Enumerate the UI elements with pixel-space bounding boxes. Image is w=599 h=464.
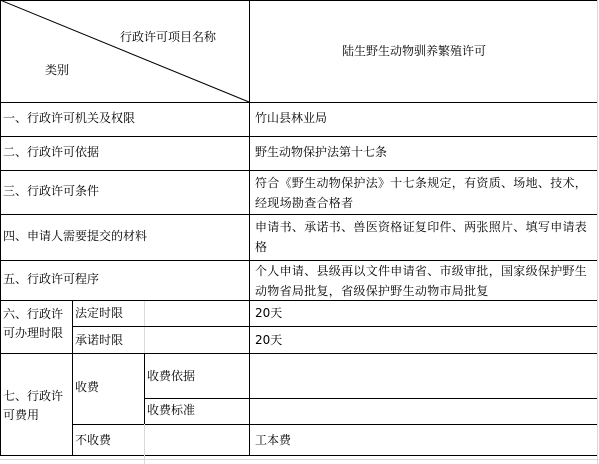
table-border <box>0 136 597 137</box>
free-label: 不收费 <box>75 433 112 447</box>
table-border <box>72 424 597 425</box>
free-value: 工本费 <box>255 433 292 447</box>
table-border <box>0 214 597 215</box>
legal-limit-label: 法定时限 <box>75 306 124 320</box>
table-border <box>72 300 73 456</box>
time-limit-group-label: 六、行政许可办理时限 <box>3 307 64 340</box>
category-label: 类别 <box>45 63 70 77</box>
header-diagonal <box>0 0 250 103</box>
table-border <box>144 398 597 399</box>
row-value: 竹山县林业局 <box>255 111 328 125</box>
gridline <box>144 424 145 464</box>
row-value: 符合《野生动物保护法》十七条规定，有资质、场地、技术，经现场勘查合格者 <box>255 176 588 210</box>
charge-label: 收费 <box>75 380 100 394</box>
permit-name: 陆生野生动物驯养繁殖许可 <box>342 44 487 58</box>
row-value: 野生动物保护法第十七条 <box>255 145 388 159</box>
fee-standard-label: 收费标准 <box>147 403 196 417</box>
promised-limit-value: 20天 <box>255 333 283 347</box>
row-label: 四、申请人需要提交的材料 <box>3 229 148 243</box>
table-border <box>0 455 597 456</box>
row-label: 二、行政许可依据 <box>3 145 100 159</box>
row-value: 个人申请、县级再以文件申请省、市级审批，国家级保护野生动物省局批复，省级保护野生动物市局批复 <box>255 264 588 298</box>
row-label: 三、行政许可条件 <box>3 184 100 198</box>
table-border <box>0 353 597 354</box>
promised-limit-label: 承诺时限 <box>75 333 124 347</box>
table-border <box>0 170 597 171</box>
table-border <box>144 353 145 424</box>
legal-limit-value: 20天 <box>255 306 283 320</box>
gridline <box>0 459 599 460</box>
fee-basis-label: 收费依据 <box>147 369 196 383</box>
row-value: 申请书、承诺书、兽医资格证复印件、两张照片、填写申请表格 <box>255 220 588 254</box>
gridline <box>597 0 598 464</box>
item-name-label: 行政许可项目名称 <box>120 30 217 44</box>
row-label: 一、行政许可机关及权限 <box>3 111 136 125</box>
fees-group-label: 七、行政许可费用 <box>3 389 64 422</box>
row-label: 五、行政许可程序 <box>3 272 100 286</box>
table-border <box>72 326 597 327</box>
